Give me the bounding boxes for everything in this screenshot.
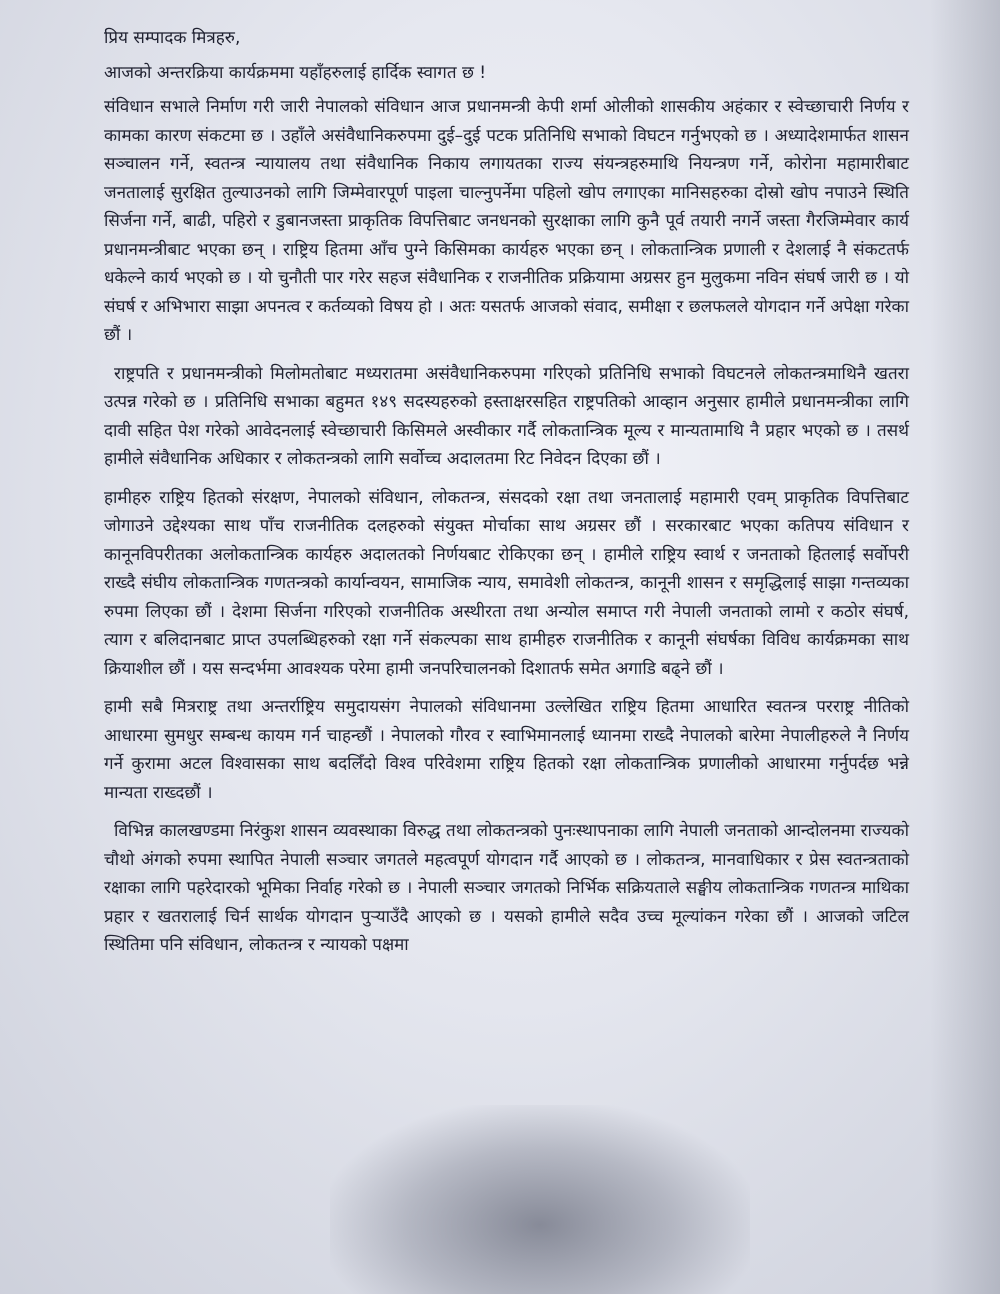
welcome-line: आजको अन्तरक्रिया कार्यक्रममा यहाँहरुलाई हार्दिक स्वागत छ ! — [104, 62, 487, 83]
page-edge-shadow — [930, 0, 1000, 1294]
paragraph-house-dissolution: राष्ट्रपति र प्रधानमन्त्रीको मिलोमतोबाट मध्यरातमा असंवैधानिकरुपमा गरिएको प्रतिनिधि सभाको विघटनले लोकतन्त्रमाथिनै खतरा उत्पन्न गरेको छ । प्रतिनिधि सभाका बहुमत १४९ सदस्यहरुको हस्ताक्षरसहित राष्ट्रपतिको आव्हान अनुसार हामीले प्रधानमन्त्रीका लागि दावी सहित पेश गरेको आवेदनलाई स्वेच्छाचारी किसिमले अस्वीकार गर्दै लोकतान्त्रिक मूल्य र मान्यतामाथि नै प्रहार भएको छ । तसर्थ हामीले संवैधानिक अधिकार र लोकतन्त्रको लागि सर्वोच्च अदालतमा रिट निवेदन दिएका छौं । — [104, 363, 909, 469]
paragraph-media-role: विभिन्न कालखण्डमा निरंकुश शासन व्यवस्थाका विरुद्ध तथा लोकतन्त्रको पुनःस्थापनाका लागि नेपाली जनताको आन्दोलनमा राज्यको चौथो अंगको रुपमा स्थापित नेपाली सञ्चार जगतले महत्वपूर्ण योगदान गर्दै आएको छ । लोकतन्त्र, मानवाधिकार र प्रेस स्वतन्त्रताको रक्षाका लागि पहरेदारको भूमिका निर्वाह गरेको छ । नेपाली सञ्चार जगतको निर्भिक सक्रियताले सङ्घीय लोकतान्त्रिक गणतन्त्र माथिका प्रहार र खतरालाई चिर्न सार्थक योगदान पुऱ्याउँदै आएको छ । यसको हामीले सदैव उच्च मूल्यांकन गरेका छौं । आजको जटिल स्थितिमा पनि संविधान, लोकतन्त्र र न्यायको पक्षमा — [104, 821, 909, 955]
paragraph-alliance-commitment: हामीहरु राष्ट्रिय हितको संरक्षण, नेपालको संविधान, लोकतन्त्र, संसदको रक्षा तथा जनतालाई महामारी एवम् प्राकृतिक विपत्तिबाट जोगाउने उद्देश्यका साथ पाँच राजनीतिक दलहरुको संयुक्त मोर्चाका साथ अग्रसर छौं । सरकारबाट भएका कतिपय संविधान र कानूनविपरीतका अलोकतान्त्रिक कार्यहरु अदालतको निर्णयबाट रोकिएका छन् । हामीले राष्ट्रिय स्वार्थ र जनताको हितलाई सर्वोपरी राख्दै संघीय लोकतान्त्रिक गणतन्त्रको कार्यान्वयन, सामाजिक न्याय, समावेशी लोकतन्त्र, कानूनी शासन र समृद्धिलाई साझा गन्तव्यका रुपमा लिएका छौं । देशमा सिर्जना गरिएको राजनीतिक अस्थीरता तथा अन्योल समाप्त गरी नेपाली जनताको लामो र कठोर संघर्ष, त्याग र बलिदानबाट प्राप्त उपलब्धिहरुको रक्षा गर्ने संकल्पका साथ हामीहरु राजनीतिक र कानूनी संघर्षका विविध कार्यक्रमका साथ क्रियाशील छौं । यस सन्दर्भमा आवश्यक परेमा हामी जनपरिचालनको दिशातर्फ समेत अगाडि बढ्ने छौं । — [104, 487, 909, 679]
letter-body — [104, 24, 909, 970]
paragraph-foreign-policy: हामी सबै मित्रराष्ट्र तथा अन्तर्राष्ट्रिय समुदायसंग नेपालको संविधानमा उल्लेखित राष्ट्रिय हितमा आधारित स्वतन्त्र परराष्ट्र नीतिको आधारमा सुमधुर सम्बन्ध कायम गर्न चाहन्छौं । नेपालको गौरव र स्वाभिमानलाई ध्यानमा राख्दै नेपालको बारेमा नेपालीहरुले नै निर्णय गर्ने कुरामा अटल विश्वासका साथ बदलिँदो विश्व परिवेशमा राष्ट्रिय हितको रक्षा लोकतान्त्रिक प्रणालीको आधारमा गर्नुपर्दछ भन्ने मान्यता राख्दछौं । — [104, 697, 909, 803]
paragraph-constitution-crisis: संविधान सभाले निर्माण गरी जारी नेपालको संविधान आज प्रधानमन्त्री केपी शर्मा ओलीको शासकीय अहंकार र स्वेच्छाचारी निर्णय र कामका कारण संकटमा छ । उहाँले असंवैधानिकरुपमा दुई–दुई पटक प्रतिनिधि सभाको विघटन गर्नुभएको छ । अध्यादेशमार्फत शासन सञ्चालन गर्ने, स्वतन्त्र न्यायालय तथा संवैधानिक निकाय लगायतका राज्य संयन्त्रहरुमाथि नियन्त्रण गर्ने, कोरोना महामारीबाट जनतालाई सुरक्षित तुल्याउनको लागि जिम्मेवारपूर्ण पाइला चाल्नुपर्नेमा पहिलो खोप लगाएका मानिसहरुका दोस्रो खोप नपाउने स्थिति सिर्जना गर्ने, बाढी, पहिरो र डुबानजस्ता प्राकृतिक विपत्तिबाट जनधनको सुरक्षाका लागि कुनै पूर्व तयारी नगर्ने जस्ता गैरजिम्मेवार कार्य प्रधानमन्त्रीबाट भएका छन् । राष्ट्रिय हितमा आँच पुग्ने किसिमका कार्यहरु भएका छन् । लोकतान्त्रिक प्रणाली र देशलाई नै संकटतर्फ धकेल्ने कार्य भएको छ । यो चुनौती पार गरेर सहज संवैधानिक र राजनीतिक प्रक्रियामा अग्रसर हुन मुलुकमा नविन संघर्ष जारी छ । यो संघर्ष र अभिभारा साझा अपनत्व र कर्तव्यको विषय हो । अतः यसतर्फ आजको संवाद, समीक्षा र छलफलले योगदान गर्ने अपेक्षा गरेका छौं । — [104, 97, 909, 345]
photo-shadow — [330, 1105, 750, 1294]
salutation: प्रिय सम्पादक मित्रहरु, — [104, 28, 241, 48]
